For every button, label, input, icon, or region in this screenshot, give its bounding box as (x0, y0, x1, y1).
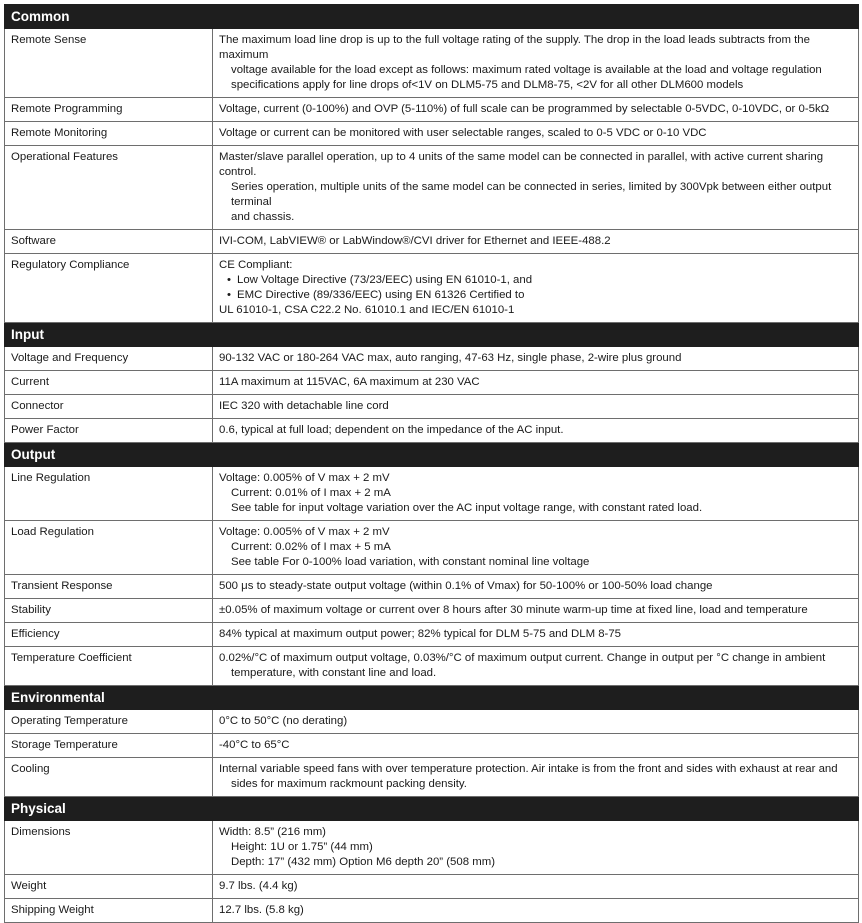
table-row (5, 521, 859, 575)
section-title: Input (5, 323, 859, 347)
row-value (213, 575, 859, 599)
row-value (213, 710, 859, 734)
value-line: Voltage or current can be monitored with user selectable ranges, scaled to 0-5 VDC or 0-10 VDC (219, 127, 707, 139)
value-line: sides for maximum rackmount packing density. (231, 778, 467, 790)
row-label: Shipping Weight (5, 899, 213, 923)
row-label: Stability (5, 599, 213, 623)
table-row (5, 734, 859, 758)
row-label: Power Factor (5, 419, 213, 443)
section-header-physical (5, 797, 859, 821)
value-line: temperature, with constant line and load. (231, 667, 437, 679)
row-label: Operating Temperature (5, 710, 213, 734)
value-line: UL 61010-1, CSA C22.2 No. 61010.1 and IEC/EN 61010-1 (219, 304, 515, 316)
table-row (5, 899, 859, 923)
row-label: Software (5, 230, 213, 254)
value-line: See table for input voltage variation over the AC input voltage range, with constant rated load. (231, 502, 703, 514)
value-line: 0.02%/°C of maximum output voltage, 0.03%/°C of maximum output current. Change in output per °C change in ambient (219, 652, 826, 664)
table-row (5, 647, 859, 686)
value-line: 500 μs to steady-state output voltage (within 0.1% of Vmax) for 50-100% or 100-50% load change (219, 580, 713, 592)
value-line: 90-132 VAC or 180-264 VAC max, auto ranging, 47-63 Hz, single phase, 2-wire plus ground (219, 352, 682, 364)
section-title: Physical (5, 797, 859, 821)
bullet-text: Low Voltage Directive (73/23/EEC) using EN 61010-1, and (237, 274, 533, 286)
value-line: The maximum load line drop is up to the full voltage rating of the supply. The drop in the load leads subtracts from the maximum (219, 34, 810, 61)
table-row (5, 122, 859, 146)
value-line: IEC 320 with detachable line cord (219, 400, 389, 412)
value-line: Voltage: 0.005% of V max + 2 mV (219, 526, 390, 538)
row-label: Transient Response (5, 575, 213, 599)
specifications-table (4, 4, 859, 923)
table-row (5, 419, 859, 443)
value-line: CE Compliant: (219, 259, 293, 271)
row-value (213, 371, 859, 395)
spec-sheet (4, 4, 858, 923)
value-line: -40°C to 65°C (219, 739, 290, 751)
row-value (213, 98, 859, 122)
row-label: Voltage and Frequency (5, 347, 213, 371)
row-label: Load Regulation (5, 521, 213, 575)
value-line: Voltage, current (0-100%) and OVP (5-110%) of full scale can be programmed by selectable 0-5VDC, 0-10VDC, or 0-5kΩ (219, 103, 830, 115)
row-value (213, 146, 859, 230)
value-line: IVI-COM, LabVIEW® or LabWindow®/CVI driver for Ethernet and IEEE-488.2 (219, 235, 611, 247)
table-row (5, 395, 859, 419)
table-row (5, 821, 859, 875)
row-value (213, 29, 859, 98)
row-value (213, 647, 859, 686)
row-label: Storage Temperature (5, 734, 213, 758)
row-label: Operational Features (5, 146, 213, 230)
table-row (5, 758, 859, 797)
row-label: Temperature Coefficient (5, 647, 213, 686)
row-label: Connector (5, 395, 213, 419)
section-title: Common (5, 5, 859, 29)
value-line: 11A maximum at 115VAC, 6A maximum at 230 VAC (219, 376, 480, 388)
row-value (213, 734, 859, 758)
row-value (213, 395, 859, 419)
value-line: 84% typical at maximum output power; 82% typical for DLM 5-75 and DLM 8-75 (219, 628, 622, 640)
value-line: Master/slave parallel operation, up to 4 units of the same model can be connected in parallel, with active current sharing control. (219, 151, 824, 178)
table-row (5, 230, 859, 254)
value-line: Height: 1U or 1.75” (44 mm) (231, 841, 373, 853)
row-label: Cooling (5, 758, 213, 797)
row-label: Weight (5, 875, 213, 899)
value-line: and chassis. (231, 211, 295, 223)
value-line: Depth: 17” (432 mm) Option M6 depth 20” (508 mm) (231, 856, 495, 868)
value-line: Internal variable speed fans with over temperature protection. Air intake is from the front and sides with exhaust at rear and (219, 763, 838, 775)
bullet-item (219, 288, 852, 303)
table-row (5, 146, 859, 230)
row-label: Regulatory Compliance (5, 254, 213, 323)
section-title: Output (5, 443, 859, 467)
bullet-item (219, 273, 852, 288)
table-row (5, 347, 859, 371)
row-value (213, 599, 859, 623)
section-header-environmental (5, 686, 859, 710)
value-line: Width: 8.5” (216 mm) (219, 826, 326, 838)
table-row (5, 599, 859, 623)
row-value (213, 419, 859, 443)
row-value (213, 758, 859, 797)
value-line: Series operation, multiple units of the same model can be connected in series, limited by 300Vpk between either output terminal (231, 181, 832, 208)
value-line: specifications apply for line drops of<1V on DLM5-75 and DLM8-75, <2V for all other DLM600 models (231, 79, 744, 91)
table-row (5, 371, 859, 395)
value-line: 0°C to 50°C (no derating) (219, 715, 348, 727)
row-value (213, 521, 859, 575)
value-line: Current: 0.01% of I max + 2 mA (231, 487, 391, 499)
row-label: Current (5, 371, 213, 395)
table-row (5, 875, 859, 899)
row-value (213, 347, 859, 371)
row-value (213, 821, 859, 875)
row-value (213, 899, 859, 923)
row-label: Remote Monitoring (5, 122, 213, 146)
row-value (213, 230, 859, 254)
table-row (5, 254, 859, 323)
value-line: voltage available for the load except as follows: maximum rated voltage is available at the load and voltage regulation (231, 64, 822, 76)
table-row (5, 29, 859, 98)
row-label: Remote Programming (5, 98, 213, 122)
row-label: Efficiency (5, 623, 213, 647)
row-value (213, 467, 859, 521)
section-header-input (5, 323, 859, 347)
value-line: Current: 0.02% of I max + 5 mA (231, 541, 391, 553)
value-line: Voltage: 0.005% of V max + 2 mV (219, 472, 390, 484)
row-label: Remote Sense (5, 29, 213, 98)
value-line: ±0.05% of maximum voltage or current over 8 hours after 30 minute warm-up time at fixed line, load and temperature (219, 604, 808, 616)
table-row (5, 623, 859, 647)
bullet-icon: • (227, 274, 231, 286)
table-row (5, 710, 859, 734)
table-row (5, 575, 859, 599)
row-label: Line Regulation (5, 467, 213, 521)
value-line: 9.7 lbs. (4.4 kg) (219, 880, 298, 892)
section-header-output (5, 443, 859, 467)
bullet-icon: • (227, 289, 231, 301)
value-line: 0.6, typical at full load; dependent on the impedance of the AC input. (219, 424, 564, 436)
row-label: Dimensions (5, 821, 213, 875)
value-line: 12.7 lbs. (5.8 kg) (219, 904, 304, 916)
table-row (5, 467, 859, 521)
table-row (5, 98, 859, 122)
section-title: Environmental (5, 686, 859, 710)
row-value (213, 623, 859, 647)
row-value (213, 122, 859, 146)
bullet-text: EMC Directive (89/336/EEC) using EN 61326 Certified to (237, 289, 525, 301)
value-line: See table For 0-100% load variation, with constant nominal line voltage (231, 556, 590, 568)
row-value (213, 254, 859, 323)
row-value (213, 875, 859, 899)
section-header-common (5, 5, 859, 29)
